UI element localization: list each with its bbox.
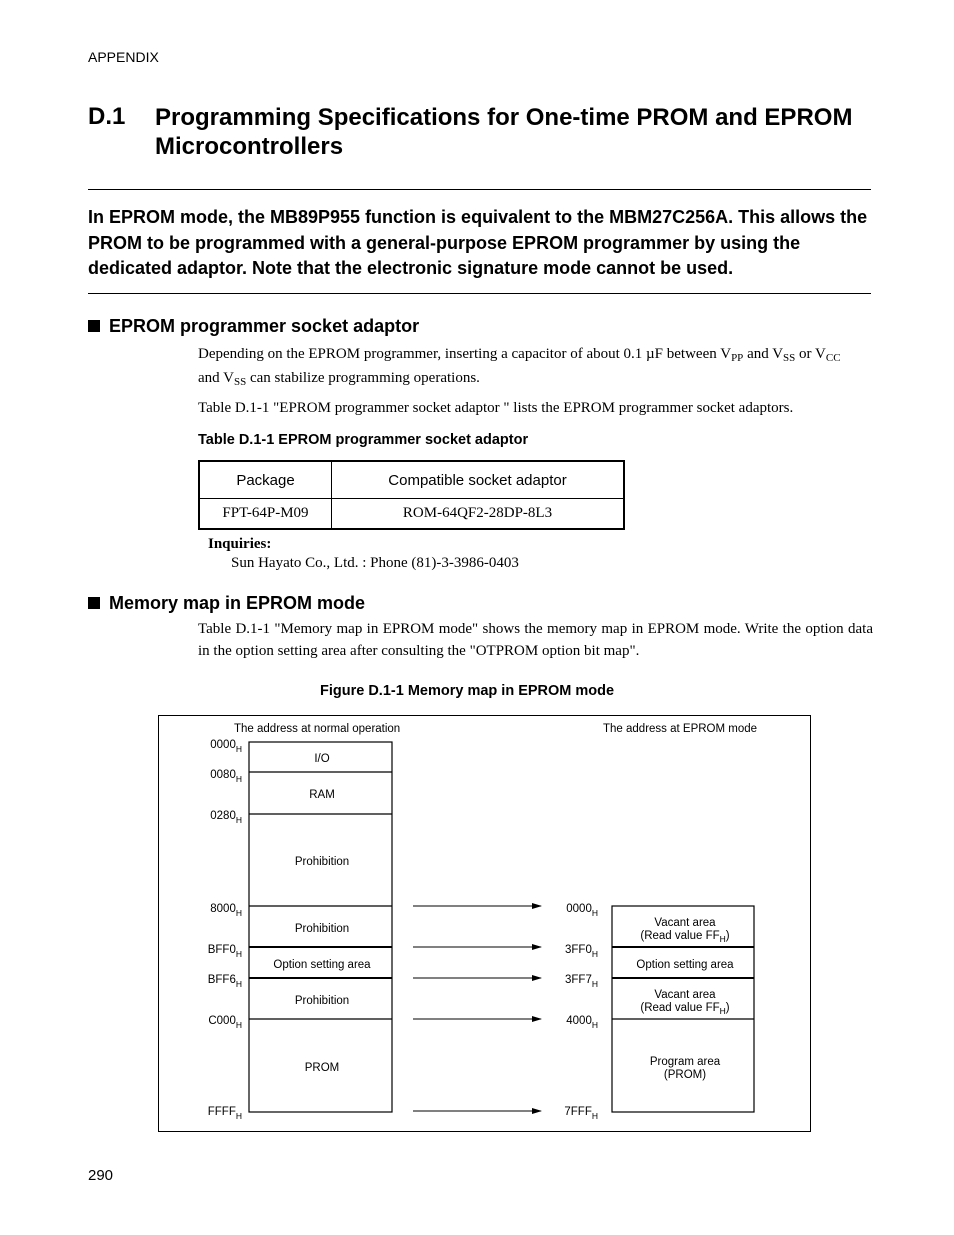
adaptor-paragraph-2: Table D.1-1 "EPROM programmer socket adaptor " lists the EPROM programmer socket adaptors. (198, 400, 794, 416)
memory-paragraph: Table D.1-1 "Memory map in EPROM mode" shows the memory map in EPROM mode. Write the option data in the option setting area after consulting the "OTPROM option bit map". (198, 621, 873, 659)
page-number: 290 (88, 1167, 114, 1184)
address-label: $8000_H$ (210, 903, 242, 918)
right-memory-map (612, 906, 754, 1112)
address-label: $0080_H$ (210, 769, 242, 784)
summary-text: In EPROM mode, the MB89P955 function is equivalent to the MBM27C256A. This allows the PROM to be programmed with a general-purpose EPROM programmer by using the dedicated adaptor. Note that the electronic signature mode cannot be used. (88, 207, 868, 278)
left-address-labels (208, 739, 242, 1121)
address-label: $C000_H$ (208, 1015, 242, 1030)
table-cell: FPT-64P-M09 (199, 499, 332, 530)
left-block-option-setting: Option setting area (273, 959, 371, 971)
right-block-vacant-title: Vacant area (654, 989, 716, 1001)
right-block-vacant-note: (Read value $FF_H$) (640, 1002, 730, 1016)
mapping-arrows (413, 906, 541, 1111)
inquiries-label: Inquiries: (208, 536, 272, 552)
right-block-vacant-note: (Read value $FF_H$) (640, 930, 730, 944)
address-label: $0000_H$ (566, 903, 598, 918)
address-label: $0000_H$ (210, 739, 242, 754)
right-address-labels (564, 903, 598, 1121)
left-block-prohibition: Prohibition (294, 856, 350, 868)
section-title: Programming Specifications for One-time PROM and EPROM Microcontrollers (155, 104, 853, 160)
address-label: $7FFF_H$ (564, 1106, 598, 1121)
address-label: $4000_H$ (566, 1015, 598, 1030)
running-head: APPENDIX (88, 49, 159, 65)
table-caption: Table D.1-1 EPROM programmer socket adaptor (198, 432, 529, 448)
address-label: $0280_H$ (210, 810, 242, 825)
left-memory-map (249, 742, 392, 1112)
table-header-cell: Compatible socket adaptor (332, 461, 625, 499)
figure-caption: Figure D.1-1 Memory map in EPROM mode (320, 683, 615, 699)
table-header-cell: Package (199, 461, 332, 499)
left-block-prohibition: Prohibition (294, 923, 350, 935)
address-label: $FFFF_H$ (207, 1106, 242, 1121)
address-label: $BFF0_H$ (207, 944, 242, 959)
left-block-prom: PROM (304, 1062, 340, 1074)
left-column-title: The address at normal operation (234, 723, 401, 735)
right-block-option-setting: Option setting area (636, 959, 734, 971)
memory-heading-text: Memory map in EPROM mode (109, 593, 366, 613)
address-label: $3FF7_H$ (565, 974, 598, 989)
left-block-ram: RAM (309, 789, 335, 801)
left-block-prohibition: Prohibition (294, 995, 350, 1007)
left-block-io: I/O (314, 753, 330, 765)
right-block-program-title: Program area (649, 1056, 721, 1068)
table-cell: ROM-64QF2-28DP-8L3 (332, 499, 625, 530)
right-block-vacant-title: Vacant area (654, 917, 716, 929)
right-block-program-note: (PROM) (663, 1069, 707, 1081)
inquiries-text: Sun Hayato Co., Ltd. : Phone (81)-3-3986-0403 (231, 555, 519, 571)
adaptor-heading-text: EPROM programmer socket adaptor (109, 316, 420, 336)
address-label: $3FF0_H$ (565, 944, 598, 959)
address-label: $BFF6_H$ (207, 974, 242, 989)
section-number: D.1 (88, 103, 126, 130)
right-column-title: The address at EPROM mode (603, 723, 758, 735)
adaptor-paragraph-1: Depending on the EPROM programmer, inserting a capacitor of about 0.1 µF between $V_{PP}$ and $V_{SS}$ or $V_{CC}$ and $V_{SS}$ can stabilize programming operations. (198, 346, 841, 388)
